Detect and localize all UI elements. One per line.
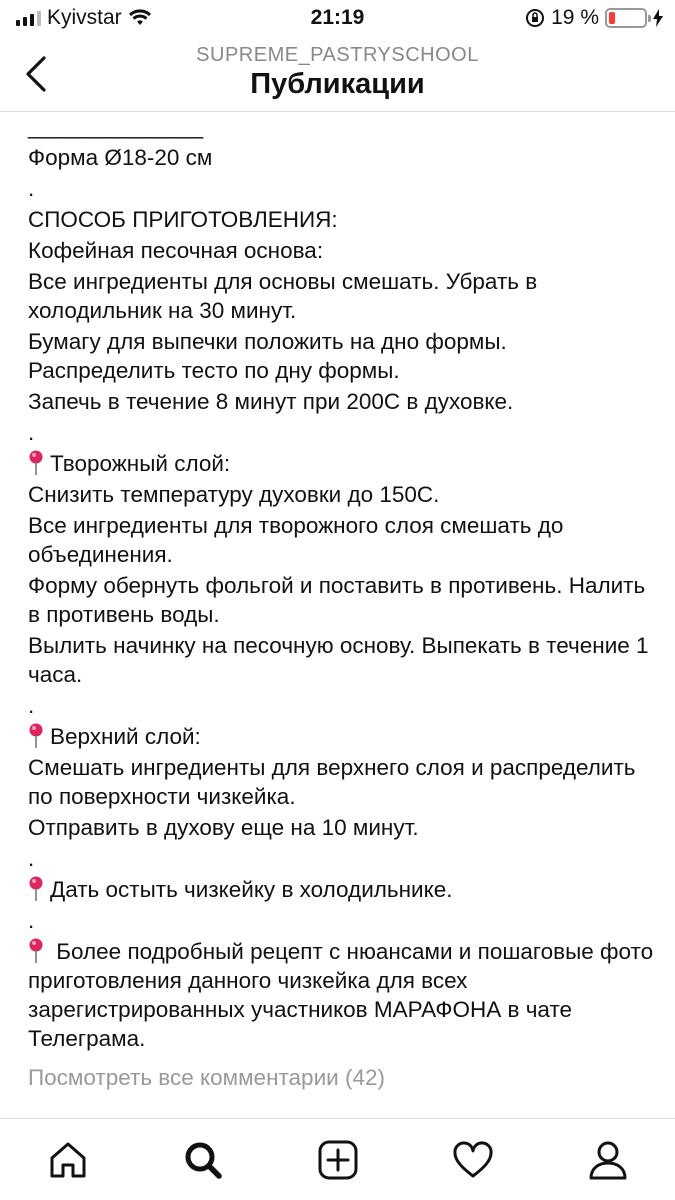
caption-line (28, 449, 658, 478)
orientation-lock-icon (525, 8, 545, 28)
status-right (525, 6, 663, 30)
status-time: 21:19 (310, 6, 365, 29)
caption-line: Бумагу для выпечки положить на дно формы. Распределить тесто по дну формы. (28, 329, 507, 383)
caption-line (28, 875, 658, 904)
caption-text: Более подробный рецепт с нюансами и пошаговые фото приготовления данного чизкейка для всех зарегистрированных участников МАРАФОНА в чате Телеграма. (28, 939, 654, 1051)
caption-line: СПОСОБ ПРИГОТОВЛЕНИЯ: (28, 207, 338, 232)
caption-dot: . (28, 420, 35, 445)
nav-header (0, 40, 675, 112)
caption-line: Отправить в духову еще на 10 минут. (28, 815, 419, 840)
battery-percent: 19 % (551, 6, 599, 29)
caption-line: Снизить температуру духовки до 150С. (28, 482, 440, 507)
pushpin-icon (28, 450, 44, 476)
caption-line: Форма Ø18-20 см (28, 145, 213, 170)
profile-icon (586, 1138, 630, 1182)
post-caption (28, 112, 658, 1094)
pushpin-icon (28, 723, 44, 749)
caption-line (28, 722, 658, 751)
page-title: Публикации (250, 68, 425, 100)
tab-new-post[interactable] (308, 1130, 368, 1190)
caption-line: Все ингредиенты для творожного слоя смешать до объединения. (28, 513, 564, 567)
heart-icon (451, 1138, 495, 1182)
caption-line: Форму обернуть фольгой и поставить в противень. Налить в противень воды. (28, 573, 646, 627)
battery-icon (605, 8, 647, 28)
account-name[interactable]: SUPREME_PASTRYSCHOOL (196, 44, 479, 66)
status-bar (0, 0, 675, 40)
caption-line: Запечь в течение 8 минут при 200С в духовке. (28, 389, 514, 414)
search-icon (181, 1138, 225, 1182)
carrier-label: Kyivstar (47, 6, 122, 29)
caption-text: Творожный слой: (50, 451, 231, 476)
tab-search[interactable] (173, 1130, 233, 1190)
caption-line: Вылить начинку на песочную основу. Выпекать в течение 1 часа. (28, 633, 649, 687)
caption-text: Верхний слой: (50, 724, 201, 749)
pushpin-icon (28, 876, 44, 902)
tab-home[interactable] (38, 1130, 98, 1190)
view-comments-link[interactable]: Посмотреть все комментарии (42) (28, 1065, 385, 1090)
charging-icon (653, 9, 663, 27)
caption-dot: . (28, 693, 35, 718)
tab-activity[interactable] (443, 1130, 503, 1190)
caption-dot: . (28, 176, 35, 201)
caption-dot: . (28, 846, 35, 871)
bottom-tab-bar (0, 1118, 675, 1200)
add-post-icon (316, 1138, 360, 1182)
caption-line: Смешать ингредиенты для верхнего слоя и распределить по поверхности чизкейка. (28, 755, 636, 809)
caption-line: Все ингредиенты для основы смешать. Убрать в холодильник на 30 минут. (28, 269, 538, 323)
caption-line (28, 937, 658, 1053)
tab-profile[interactable] (578, 1130, 638, 1190)
home-icon (46, 1138, 90, 1182)
caption-divider: ______________ (28, 114, 204, 139)
caption-line: Кофейная песочная основа: (28, 238, 324, 263)
caption-text: Дать остыть чизкейку в холодильнике. (50, 877, 453, 902)
pushpin-icon (28, 938, 44, 964)
caption-dot: . (28, 908, 35, 933)
